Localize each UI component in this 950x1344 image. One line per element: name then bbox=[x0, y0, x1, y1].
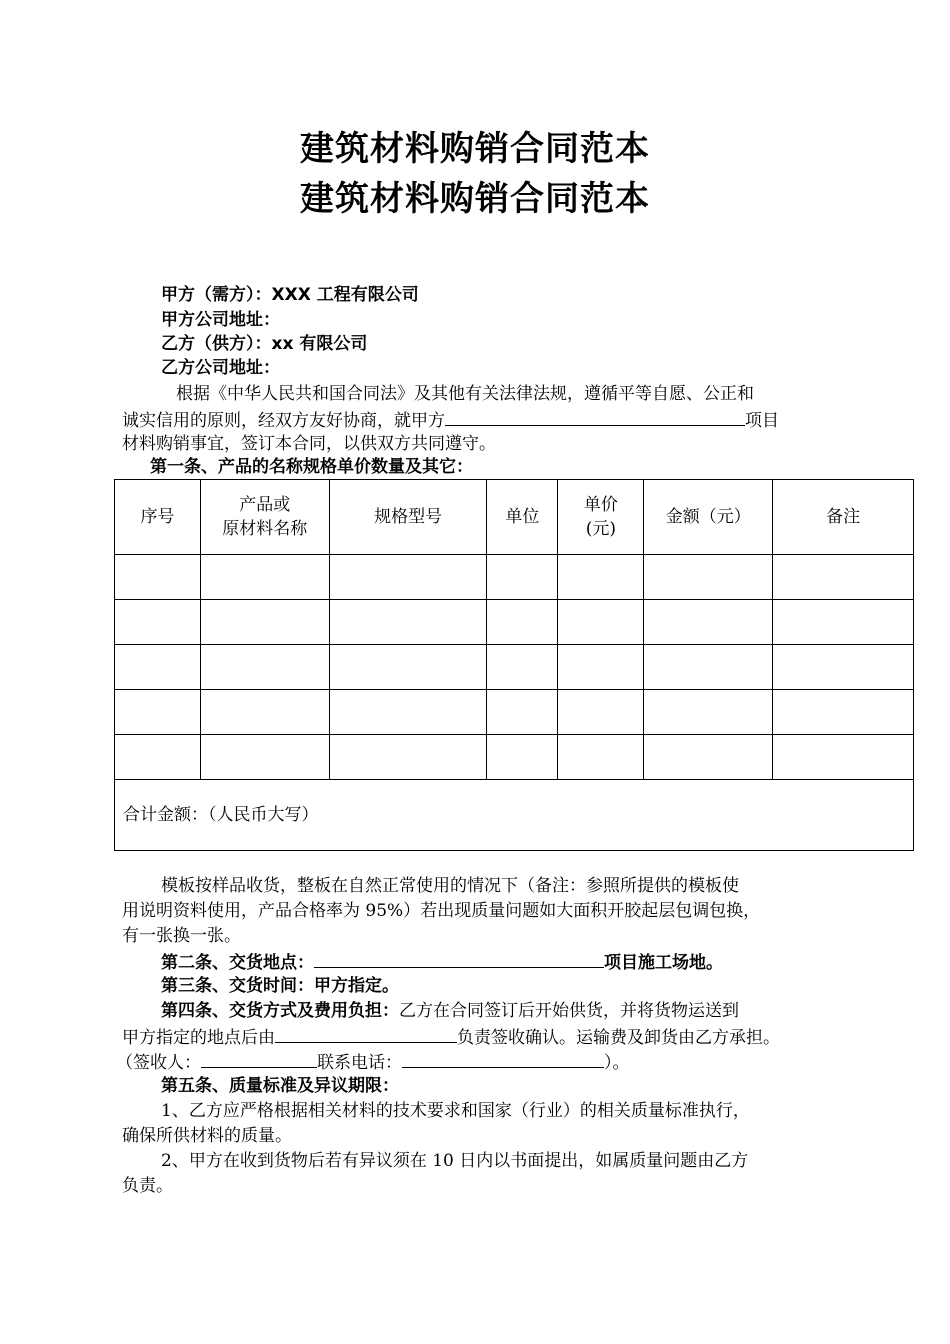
table-total-row bbox=[115, 780, 914, 851]
table-row bbox=[115, 735, 914, 780]
table-cell[interactable] bbox=[329, 555, 487, 600]
table-cell[interactable] bbox=[644, 735, 773, 780]
table-cell[interactable] bbox=[558, 645, 644, 690]
article-5-item-1-line-1: 1、乙方应严格根据相关材料的技术要求和国家（行业）的相关质量标准执行， bbox=[161, 1101, 750, 1121]
article-2 bbox=[161, 949, 723, 975]
intro-text-a: 诚实信用的原则，经双方友好协商，就甲方 bbox=[122, 411, 445, 431]
table-cell[interactable] bbox=[115, 600, 201, 645]
table-cell[interactable] bbox=[487, 600, 558, 645]
table-cell[interactable] bbox=[773, 690, 914, 735]
party-b-name: xx 有限公司 bbox=[271, 334, 368, 354]
party-a-line bbox=[161, 283, 419, 307]
article-2-suffix: 项目施工场地。 bbox=[604, 953, 723, 973]
table-cell[interactable] bbox=[329, 690, 487, 735]
table-header-row bbox=[115, 480, 914, 555]
article-4-signer-label: （签收人： bbox=[116, 1053, 201, 1073]
article-3: 第三条、交货时间：甲方指定。 bbox=[161, 976, 399, 996]
intro-line-3: 材料购销事宜，签订本合同，以供双方共同遵守。 bbox=[122, 434, 496, 454]
phone-blank[interactable] bbox=[402, 1049, 604, 1068]
article-4-line-3 bbox=[116, 1049, 630, 1075]
article-4-line-1 bbox=[161, 999, 739, 1023]
table-cell[interactable] bbox=[773, 555, 914, 600]
article-4-label: 第四条、交货方式及费用负担： bbox=[161, 1001, 399, 1021]
party-b-line bbox=[161, 332, 367, 356]
article-4-close: ）。 bbox=[604, 1053, 630, 1073]
table-cell[interactable] bbox=[200, 645, 329, 690]
party-a-label: 甲方（需方）： bbox=[161, 285, 272, 305]
article-4-phone-label: 联系电话： bbox=[317, 1053, 402, 1073]
table-cell[interactable] bbox=[487, 645, 558, 690]
party-a-name: XXX 工程有限公司 bbox=[271, 285, 419, 305]
table-cell[interactable] bbox=[558, 735, 644, 780]
delivery-place-blank[interactable] bbox=[314, 949, 604, 968]
article-5-item-2-line-2: 负责。 bbox=[122, 1176, 173, 1196]
table-cell[interactable] bbox=[773, 645, 914, 690]
table-cell[interactable] bbox=[487, 555, 558, 600]
table-cell[interactable] bbox=[558, 600, 644, 645]
table-row bbox=[115, 600, 914, 645]
header-unit-price: 单价 (元) bbox=[558, 480, 644, 555]
table-cell[interactable] bbox=[200, 735, 329, 780]
table-cell[interactable] bbox=[329, 600, 487, 645]
table-cell[interactable] bbox=[115, 690, 201, 735]
table-cell[interactable] bbox=[200, 690, 329, 735]
party-a-address-label: 甲方公司地址： bbox=[161, 310, 280, 330]
intro-line-1: 根据《中华人民共和国合同法》及其他有关法律法规，遵循平等自愿、公正和 bbox=[176, 384, 754, 404]
table-row bbox=[115, 555, 914, 600]
header-spec: 规格型号 bbox=[329, 480, 487, 555]
article-5-item-1-line-2: 确保所供材料的质量。 bbox=[122, 1126, 292, 1146]
table-cell[interactable] bbox=[329, 735, 487, 780]
table-cell[interactable] bbox=[200, 555, 329, 600]
table-cell[interactable] bbox=[487, 735, 558, 780]
header-product-name: 产品或 原材料名称 bbox=[200, 480, 329, 555]
document-title: 建筑材料购销合同范本 bbox=[300, 129, 650, 169]
table-cell[interactable] bbox=[487, 690, 558, 735]
party-b-address-label: 乙方公司地址： bbox=[161, 358, 280, 378]
document-title-repeat: 建筑材料购销合同范本 bbox=[300, 179, 650, 219]
table-cell[interactable] bbox=[115, 735, 201, 780]
header-no: 序号 bbox=[115, 480, 201, 555]
table-row bbox=[115, 690, 914, 735]
goods-table bbox=[114, 479, 914, 851]
signer-blank[interactable] bbox=[201, 1049, 317, 1068]
intro-line-2 bbox=[122, 407, 779, 433]
template-clause-line-2: 用说明资料使用，产品合格率为 95%）若出现质量问题如大面积开胶起层包调包换， bbox=[122, 901, 761, 921]
receiver-blank[interactable] bbox=[275, 1024, 457, 1043]
template-clause-line-1: 模板按样品收货，整板在自然正常使用的情况下（备注：参照所提供的模板使 bbox=[161, 876, 739, 896]
article-4-line-2 bbox=[122, 1024, 780, 1050]
article-5-title: 第五条、质量标准及异议期限： bbox=[161, 1076, 399, 1096]
table-row bbox=[115, 645, 914, 690]
table-cell[interactable] bbox=[644, 555, 773, 600]
table-cell[interactable] bbox=[644, 645, 773, 690]
table-cell[interactable] bbox=[644, 600, 773, 645]
table-cell[interactable] bbox=[115, 555, 201, 600]
table-cell[interactable] bbox=[773, 735, 914, 780]
intro-text-b: 项目 bbox=[745, 411, 779, 431]
article-4-text-2a: 甲方指定的地点后由 bbox=[122, 1028, 275, 1048]
table-cell[interactable] bbox=[558, 690, 644, 735]
template-clause-line-3: 有一张换一张。 bbox=[122, 926, 241, 946]
article-5-item-2-line-1: 2、甲方在收到货物后若有异议须在 10 日内以书面提出，如属质量问题由乙方 bbox=[161, 1151, 749, 1171]
header-remark: 备注 bbox=[773, 480, 914, 555]
table-cell[interactable] bbox=[644, 690, 773, 735]
table-cell[interactable] bbox=[200, 600, 329, 645]
article-4-text-2b: 负责签收确认。运输费及卸货由乙方承担。 bbox=[457, 1028, 780, 1048]
table-cell[interactable] bbox=[115, 645, 201, 690]
article-1-title: 第一条、产品的名称规格单价数量及其它： bbox=[150, 457, 473, 477]
header-unit: 单位 bbox=[487, 480, 558, 555]
party-b-label: 乙方（供方）： bbox=[161, 334, 272, 354]
project-name-blank[interactable] bbox=[445, 407, 745, 426]
table-cell[interactable] bbox=[773, 600, 914, 645]
article-2-label: 第二条、交货地点： bbox=[161, 953, 314, 973]
article-4-text-1: 乙方在合同签订后开始供货，并将货物运送到 bbox=[399, 1001, 739, 1021]
header-amount: 金额（元） bbox=[644, 480, 773, 555]
table-cell[interactable] bbox=[558, 555, 644, 600]
table-cell[interactable] bbox=[329, 645, 487, 690]
total-amount-label[interactable]: 合计金额：（人民币大写） bbox=[115, 780, 914, 851]
